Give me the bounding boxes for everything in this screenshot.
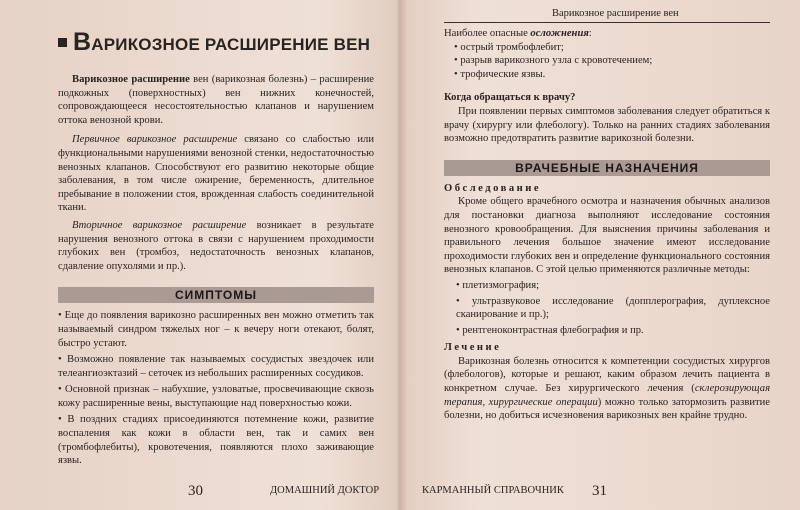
complication-item: • разрыв варикозного узла с кровотечением;: [454, 55, 653, 67]
intro-rest: вен (варикозная болезнь) – расширение подкожных (поверхностных) вен нижних конечностей, сопровождающееся несостоятельностью клапанов и нарушением оттока венозной крови.: [58, 74, 374, 126]
method-item: • ультразвуковое исследование (допплерография, дуплексное сканирование и пр.);: [456, 295, 770, 321]
complication-item: • острый тромбофлебит;: [454, 41, 564, 53]
exam-text: Кроме общего врачебного осмотра и назначения обычных анализов для постановки диагноза выполняют исследование состояния венозного кровообращения. Для выяснения причины заболевания и правильного лечения большое значение имеют исследование проходимости глубоких вен и определение функционального состояния венозных клапанов. С этой целью применяются различные методы:: [444, 196, 770, 276]
footer-left: ДОМАШНИЙ ДОКТОР: [270, 485, 380, 496]
symptom-item: • Еще до появления варикозно расширенных вен можно отметить так называемый синдром тяжелых ног – к вечеру ноги отекают, болят, быстро устают.: [58, 310, 374, 349]
page-number-left: 30: [188, 483, 203, 499]
medical-heading: ВРАЧЕБНЫЕ НАЗНАЧЕНИЯ: [444, 160, 770, 176]
symptom-item: • Основной признак – набухшие, узловатые, просвечивающие сквозь кожу расширенные вены, выступающие над поверхностью кожи.: [58, 384, 374, 409]
when-question: Когда обращаться к врачу?: [444, 92, 576, 104]
chapter-title-text: [73, 28, 370, 57]
complications-em: осложнения: [530, 28, 589, 39]
treatment-heading: Лечение: [444, 342, 502, 354]
secondary-paragraph: [58, 219, 374, 273]
when-text: При появлении первых симптомов заболевания следует обратиться к врачу (хирургу или флебологу). Только на ранних стадиях заболевания возможно предотвратить развитие варикозной болезни.: [444, 105, 770, 145]
page-number-right: 31: [592, 483, 607, 499]
exam-heading: Обследование: [444, 182, 542, 194]
complication-item: • трофические язвы.: [454, 68, 546, 80]
chapter-title: [58, 28, 374, 57]
right-page: [400, 0, 800, 510]
complications-intro: [444, 27, 770, 41]
intro-bold: Варикозное расширение: [72, 74, 190, 85]
primary-rest: связано со слабостью или функциональными нарушениями венозной стенки, недостаточностью венозных клапанов. Способствуют его развитию некоторые общие заболевания, в том числе ожирение, беременность, длительное пребывание в положении стоя, врожденная слабость соединительной ткани.: [58, 134, 374, 214]
treatment-text-2: ) можно только затормозить развитие болезни, но добиться исчезновения варикозных вен крайне трудно.: [444, 396, 770, 422]
complications-pre: Наиболее опасные: [444, 28, 531, 39]
secondary-rest: возникает в результате нарушения венозного оттока в связи с нарушением проходимости глубоких вен (тромбоз, недостаточность венозных клапанов, сдавление опухолями и пр.).: [58, 219, 374, 272]
symptom-item: • В поздних стадиях присоединяются потемнение кожи, развитие воспаления как кожи в области вен, так и самих вен (тромбофлебиты), кровотечения, появляются плохо заживающие язвы.: [58, 414, 374, 467]
running-head: Варикозное расширение вен: [444, 6, 770, 23]
primary-paragraph: [58, 133, 374, 215]
intro-paragraph: [58, 73, 374, 127]
title-rest: АРИКОЗНОЕ РАСШИРЕНИЕ ВЕН: [91, 35, 371, 54]
treatment-text-1: Варикозная болезнь относится к компетенции сосудистых хирургов (флебологов), которые и решают, каким образом лечить пациента в конкретном случае. Без хирургического лечения (: [444, 355, 770, 395]
secondary-em: Вторичное варикозное расширение: [72, 219, 247, 231]
primary-em: Первичное варикозное расширение: [72, 134, 238, 146]
method-item: • рентгеноконтрастная флебография и пр.: [456, 324, 644, 336]
complications-post: :: [588, 28, 592, 39]
symptoms-heading: СИМПТОМЫ: [58, 287, 374, 303]
symptom-item: • Возможно появление так называемых сосудистых звездочек или телеангиоэктазий – сеточек из небольших расширенных сосудиков.: [58, 354, 374, 379]
square-bullet-icon: [58, 38, 67, 47]
title-initial: В: [73, 28, 92, 56]
footer-right: КАРМАННЫЙ СПРАВОЧНИК: [422, 485, 564, 496]
treatment-em: склерозирующая терапия, хирургические операции: [444, 383, 770, 408]
method-item: • плетизмография;: [456, 279, 540, 291]
treatment-text: [444, 355, 770, 423]
